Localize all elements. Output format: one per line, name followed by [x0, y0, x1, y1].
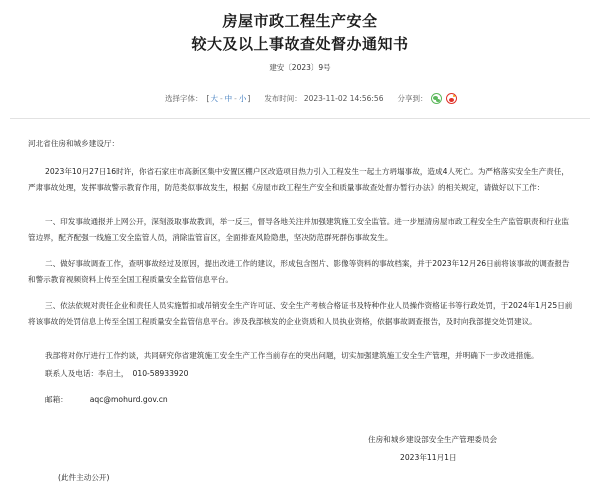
paragraph-closing: 我部将对你厅进行工作约谈，共同研究你省建筑施工安全生产工作当前存在的突出问题，切实加强建筑施工安全生产管理，并明确下一步改进措施。 [45, 351, 539, 360]
bracket-close: ] [247, 94, 251, 103]
publish-date-label: 发布时间： [264, 94, 302, 103]
header-divider [10, 118, 590, 119]
issue-date: 2023年11月1日 [400, 453, 457, 462]
issuer-name: 住房和城乡建设部安全生产管理委员会 [368, 435, 498, 444]
contact-phone: 010-58933920 [132, 369, 189, 378]
weibo-icon[interactable] [446, 93, 457, 104]
font-separator: - [219, 94, 223, 103]
contact-label: 联系人及电话：李启土， [45, 369, 129, 378]
paragraph-intro: 2023年10月27日16时许，你省石家庄市高新区集中安置区棚户区改造项目热力引入工程发生一起土方坍塌事故，造成4人死亡。为严格落实安全生产责任，严肃事故处理，发挥事故警示教育作用，防范类似事故发生，根据《房屋市政工程生产安全和质量事故查处督办暂行办法》的相关规定，请做好以下工作： [28, 167, 569, 192]
font-large-link[interactable]: 大 [210, 94, 218, 103]
font-medium-link[interactable]: 中 [224, 94, 233, 103]
font-small-link[interactable]: 小 [238, 94, 247, 103]
bracket-open: [ [206, 94, 210, 103]
paragraph-item-3: 三、依法依规对责任企业和责任人员实施暂扣或吊销安全生产许可证、安全生产考核合格证书及特种作业人员操作资格证书等行政处罚，于2024年1月25日前将该事故的处罚信息上传至全国工程质量安全监管信息平台。涉及我部核发的企业资质和人员执业资格，依据事故调查报告，及时向我部提交处罚建议。 [28, 301, 573, 326]
document-number: 建安〔2023〕9号 [269, 63, 331, 72]
email-label: 邮箱： [45, 395, 68, 404]
paragraph-item-2: 二、做好事故调查工作，查明事故经过及原因，提出改进工作的建议，形成包含图片、影像等资料的事故档案，并于2023年12月26日前将该事故的调查报告和警示教育视频资料上传至全国工程质量安全监管信息平台。 [28, 259, 570, 284]
contact-line [45, 366, 188, 382]
font-size-label: 选择字体： [165, 94, 203, 103]
paragraph-item-1: 一、印发事故通报并上网公开，深刻汲取事故教训，举一反三，督导各地关注并加强建筑施工安全监管。进一步厘清房屋市政工程安全生产监管职责和行业监管边界，配齐配强一线施工安全监管人员，消除监管盲区，全面排查风险隐患，坚决防范群死群伤事故发生。 [28, 217, 569, 242]
meta-bar [165, 93, 457, 104]
salutation: 河北省住房和城乡建设厅： [28, 139, 120, 148]
email-address: aqc@mohurd.gov.cn [89, 395, 168, 404]
page-title-line2: 较大及以上事故查处督办通知书 [191, 35, 409, 53]
publish-date-value: 2023-11-02 14:56:56 [303, 94, 384, 103]
font-separator: - [234, 94, 237, 103]
page-title-line1: 房屋市政工程生产安全 [222, 12, 378, 30]
email-line [45, 392, 168, 408]
public-note: (此件主动公开) [58, 473, 110, 482]
share-label: 分享到： [397, 94, 428, 103]
wechat-icon[interactable] [431, 93, 442, 104]
